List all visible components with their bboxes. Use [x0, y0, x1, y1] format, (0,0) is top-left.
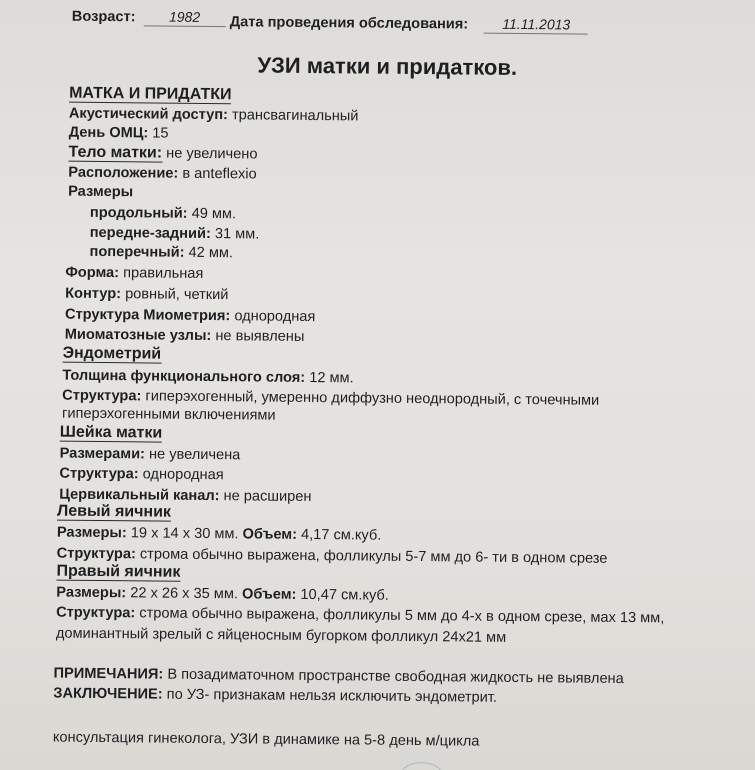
cycle-day-row: День ОМЦ: 15 — [68, 124, 169, 142]
section-uterus-adnexa: МАТКА И ПРИДАТКИ — [69, 84, 232, 104]
uterus-body-row: Тело матки: не увеличено — [68, 143, 258, 163]
endometrium-structure-row: Структура: гиперэхогенный, умеренно диффузно неоднородный, с точечными — [62, 387, 600, 409]
myoma-row: Миоматозные узлы: не выявлены — [64, 326, 305, 345]
cervix-sizes-row: Размерами: не увеличена — [59, 445, 241, 464]
section-left-ovary: Левый яичник — [57, 502, 172, 521]
stamp-mark — [400, 762, 442, 770]
age-label: Возраст: — [71, 8, 136, 26]
right-ovary-structure-continuation: доминантный зрелый с яйценосным бугорком фолликул 24х21 мм — [55, 625, 507, 646]
shape-row: Форма: правильная — [65, 264, 204, 282]
contour-row: Контур: ровный, четкий — [65, 285, 229, 304]
age-row — [72, 7, 226, 27]
endometrium-thickness-row: Толщина функционального слоя: 12 мм. — [62, 367, 354, 387]
section-cervix: Шейка матки — [59, 423, 163, 442]
date-label: Дата проведения обследования: — [229, 14, 469, 33]
age-value: 1982 — [143, 7, 225, 27]
right-ovary-sizes-row: Размеры: 22 х 26 х 35 мм. Объем: 10,47 см.куб. — [56, 584, 389, 604]
date-value: 11.11.2013 — [484, 15, 588, 35]
acoustic-access-row: Акустический доступ: трансвагинальный — [68, 105, 359, 125]
date-row — [230, 12, 589, 34]
section-endometrium: Эндометрий — [62, 344, 162, 363]
section-right-ovary: Правый яичник — [56, 562, 181, 581]
longitudinal-row: продольный: 49 мм. — [89, 204, 237, 223]
left-ovary-sizes-row: Размеры: 19 х 14 х 30 мм. Объем: 4,17 см.куб. — [56, 524, 382, 544]
left-ovary-structure-row: Структура: строма обычно выражена, фолликулы 5-7 мм до 6- ти в одном срезе — [56, 545, 608, 567]
recommendation-row: консультация гинеколога, УЗИ в динамике на 5-8 день м/цикла — [52, 729, 480, 750]
myometrium-row: Структура Миометрия: однородная — [64, 306, 316, 326]
cervical-canal-row: Цервикальный канал: не расширен — [59, 486, 312, 506]
right-ovary-structure-row: Структура: строма обычно выражена, фолликулы 5 мм до 4-х в одном срезе, мах 13 мм, — [56, 604, 665, 627]
transverse-row: поперечный: 42 мм. — [89, 243, 234, 262]
cervix-structure-row: Структура: однородная — [59, 465, 224, 484]
notes-row: ПРИМЕЧАНИЯ: В позадиматочном пространстве свободная жидкость не выявлена — [53, 665, 624, 688]
sizes-heading: Размеры — [68, 183, 134, 201]
page-title: УЗИ матки и придатков. — [257, 52, 518, 80]
anteroposterior-row: передне-задний: 31 мм. — [89, 224, 260, 243]
conclusion-row: ЗАКЛЮЧЕНИЕ: по УЗ- признакам нельзя исключить эндометрит. — [53, 685, 498, 706]
endometrium-structure-continuation: гиперэхогенными включениями — [61, 405, 276, 424]
position-row: Расположение: в anteflexio — [68, 164, 257, 183]
